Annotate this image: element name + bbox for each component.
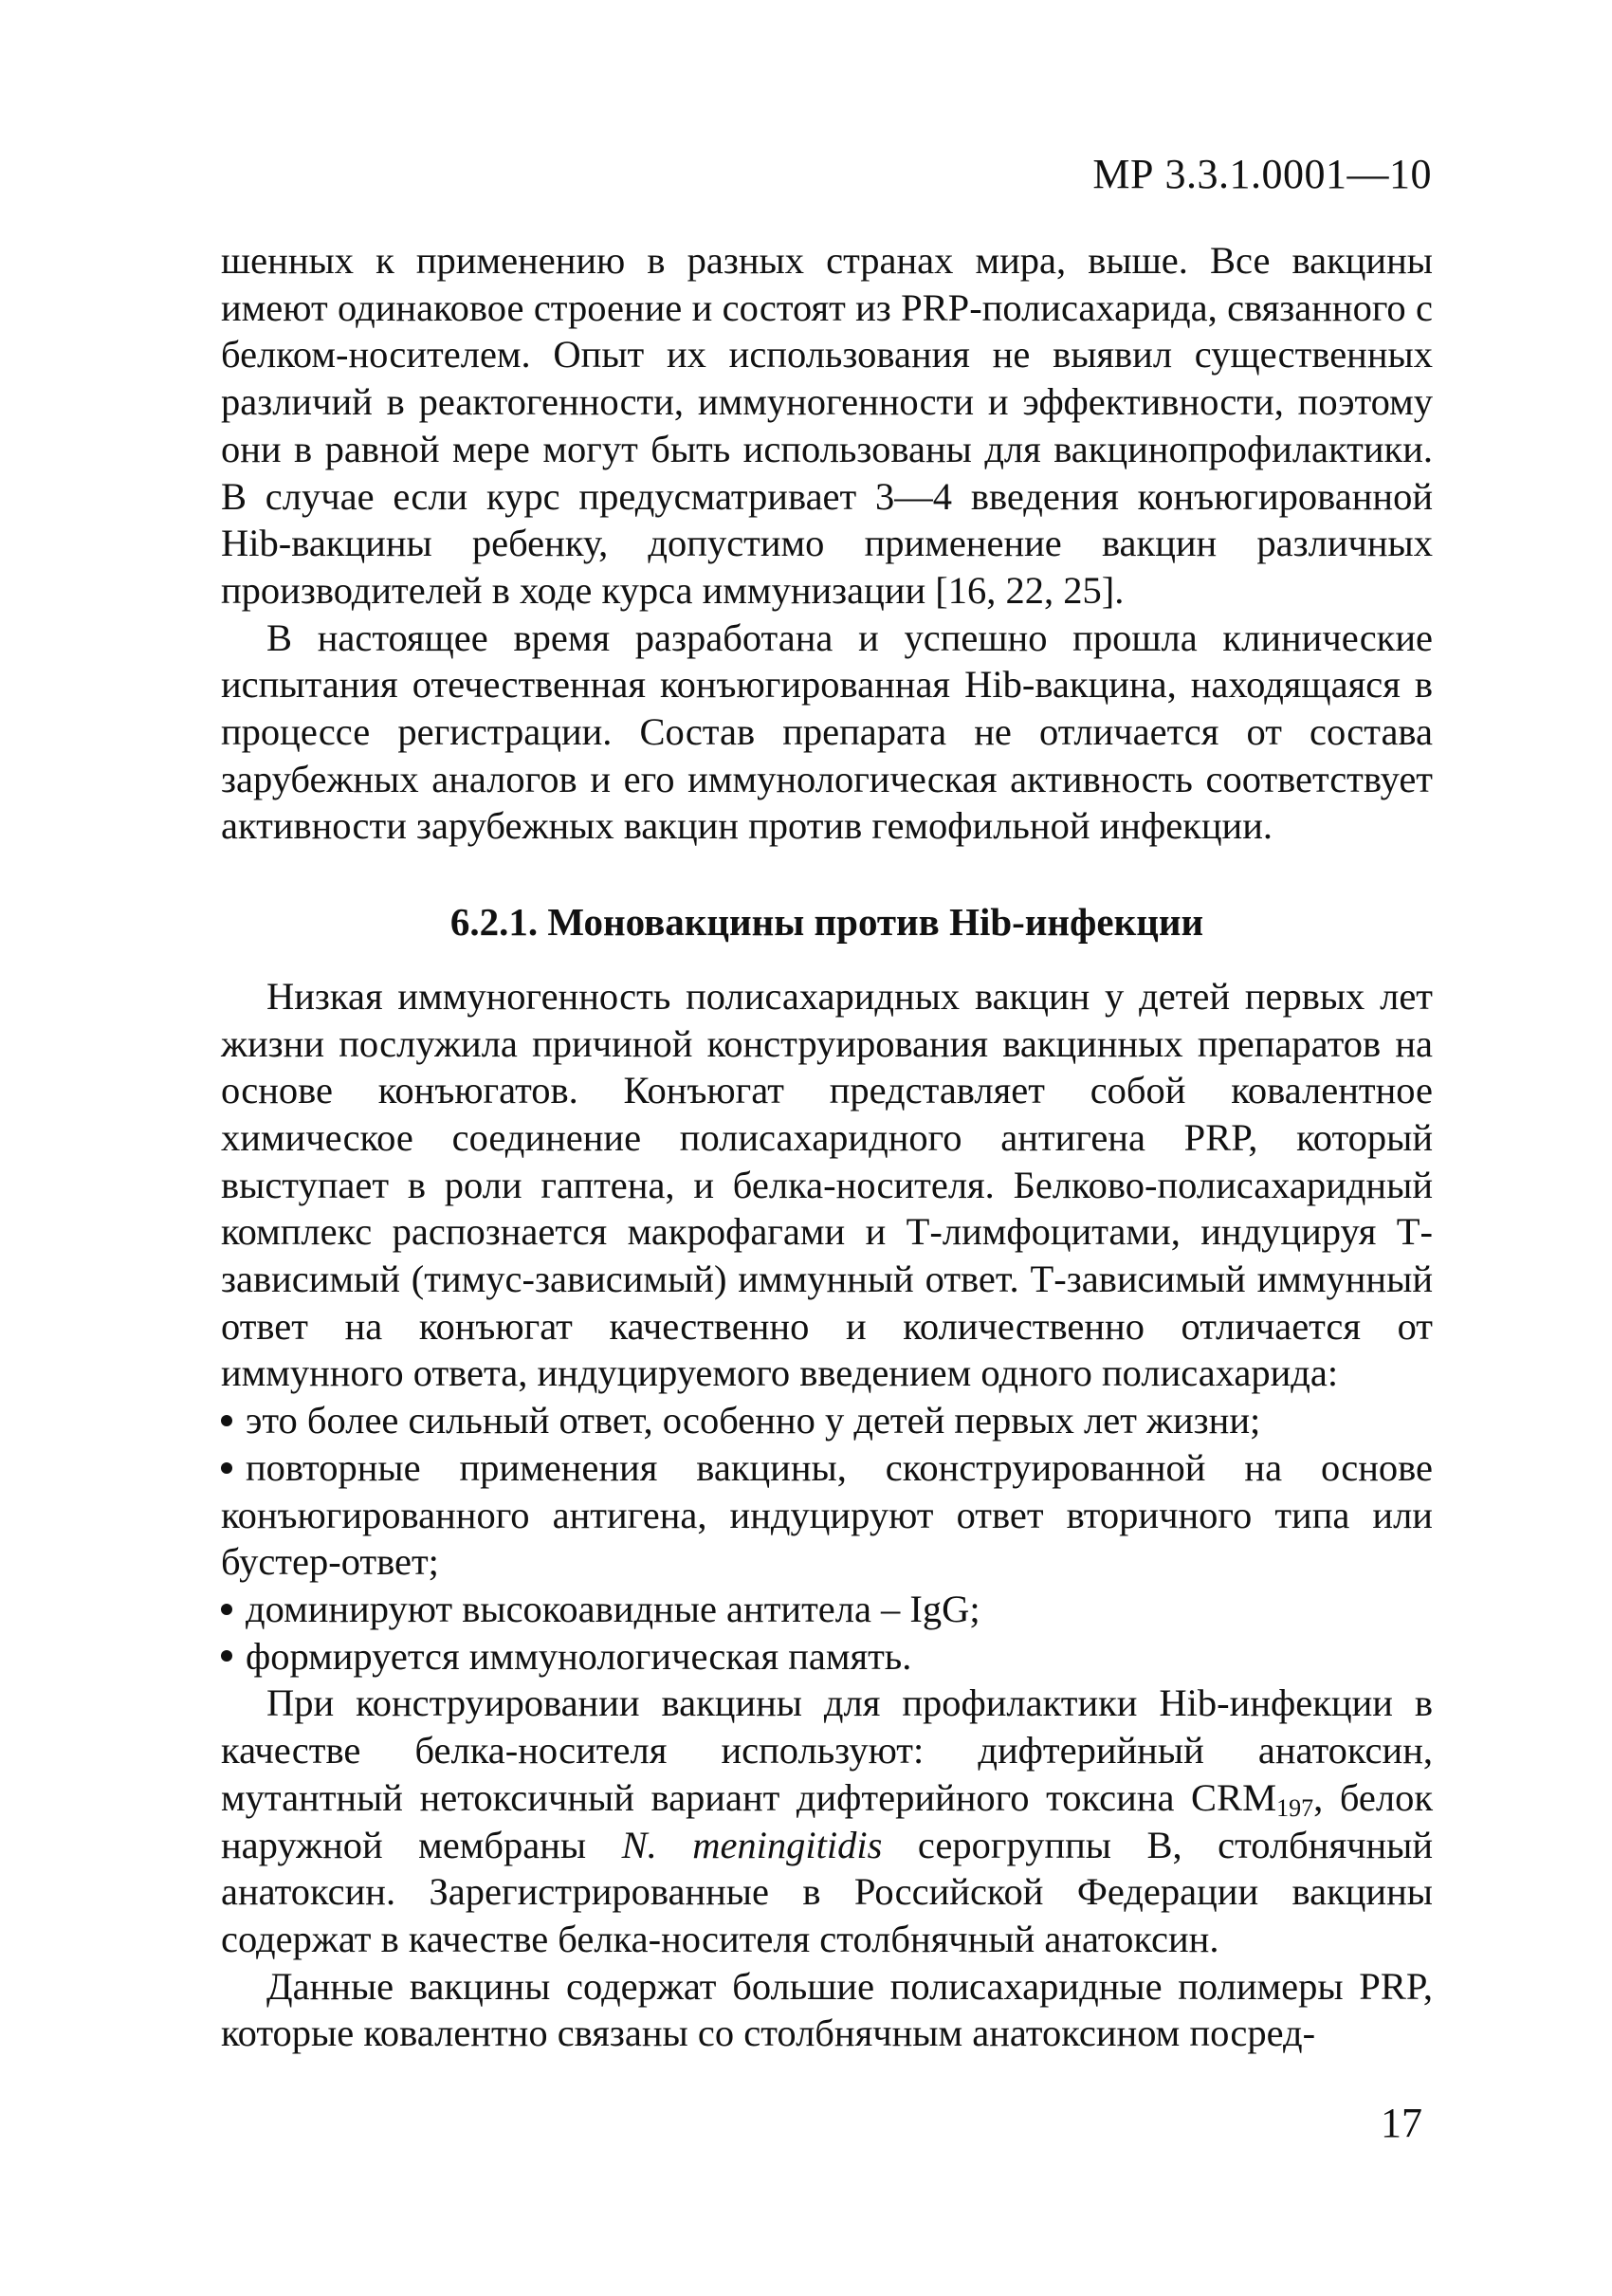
page-number: 17 xyxy=(1381,2100,1422,2146)
bullet-dot-icon xyxy=(221,1650,232,1662)
carrier-text-middle: , белок наружной мембраны xyxy=(221,1775,1433,1866)
paragraph-prp-polymers: Данные вакцины содержат большие полисахаридные полимеры PRP, которые ковалентно связаны со столбнячным анатоксином посред- xyxy=(221,1964,1433,2055)
document-body xyxy=(221,237,1433,2057)
paragraph-conjugate-intro: Низкая иммуногенность полисахаридных вакцин у детей первых лет жизни послужила причиной конструирования вакцинных препаратов на основе конъюгатов. Конъюгат представляет собой ковалентное химическое соединение полисахаридного антигена PRP, который выступает в роли гаптена, и белка-носителя. Белково-полисахаридный комплекс распознается макрофагами и Т-лимфоцитами, индуцируя Т-зависимый (тимус-зависимый) иммунный ответ. Т-зависимый иммунный ответ на конъюгат качественно и количественно отличается от иммунного ответа, индуцируемого введением одного полисахарида: xyxy=(221,974,1433,1395)
crm-subscript: 197 xyxy=(1276,1793,1314,1822)
paragraph-carrier-protein xyxy=(221,1680,1433,1962)
bullet-text: доминируют высокоавидные антитела – IgG; xyxy=(246,1587,980,1630)
bullet-item-strong-response xyxy=(221,1397,1433,1444)
bullet-item-booster xyxy=(221,1444,1433,1586)
paragraph-domestic-vaccine: В настоящее время разработана и успешно прошла клинические испытания отечественная конъюгированная Hib-вакцина, находящаяся в процессе регистрации. Состав препарата не отличается от состава зарубежных аналогов и его иммунологическая активность соответствует активности зарубежных вакцин против гемофильной инфекции. xyxy=(221,615,1433,848)
section-heading: 6.2.1. Моновакцины против Hib-инфекции xyxy=(449,900,1204,945)
bullet-dot-icon xyxy=(221,1415,232,1426)
carrier-text-end: серогруппы В, столбнячный анатоксин. Зарегистрированные в Российской Федерации вакцины содержат в качестве белка-носителя столбнячный анатоксин. xyxy=(221,1823,1434,1960)
bullet-text: формируется иммунологическая память. xyxy=(246,1634,912,1678)
bullet-dot-icon xyxy=(221,1604,232,1615)
bullet-dot-icon xyxy=(221,1462,232,1474)
bullet-text: это более сильный ответ, особенно у детей первых лет жизни; xyxy=(246,1399,1261,1442)
carrier-text-start: При конструировании вакцины для профилактики Hib-инфекции в качестве белка-носителя используют: дифтерийный анатоксин, мутантный нетоксичный вариант дифтерийного токсина CRM xyxy=(221,1681,1433,1819)
bullet-item-igg xyxy=(221,1586,1433,1633)
paragraph-continued: шенных к применению в разных странах мира, выше. Все вакцины имеют одинаковое строение и состоят из PRP-полисахарида, связанного с белком-носителем. Опыт их использования не выявил существенных различий в реактогенности, иммуногенности и эффективности, поэтому они в равной мере могут быть использованы для вакцинопрофилактики. В случае если курс предусматривает 3—4 введения конъюгированной Hib-вакцины ребенку, допустимо применение вакцин различных производителей в ходе курса иммунизации [16, 22, 25]. xyxy=(221,239,1433,612)
species-name-italic: N. meningitidis xyxy=(621,1823,883,1866)
document-code-header: МР 3.3.1.0001—10 xyxy=(1092,151,1432,197)
bullet-item-memory xyxy=(221,1633,1433,1681)
bullet-text: повторные применения вакцины, сконструированной на основе конъюгированного антигена, индуцируют ответ вторичного типа или бустер-ответ; xyxy=(221,1445,1433,1584)
